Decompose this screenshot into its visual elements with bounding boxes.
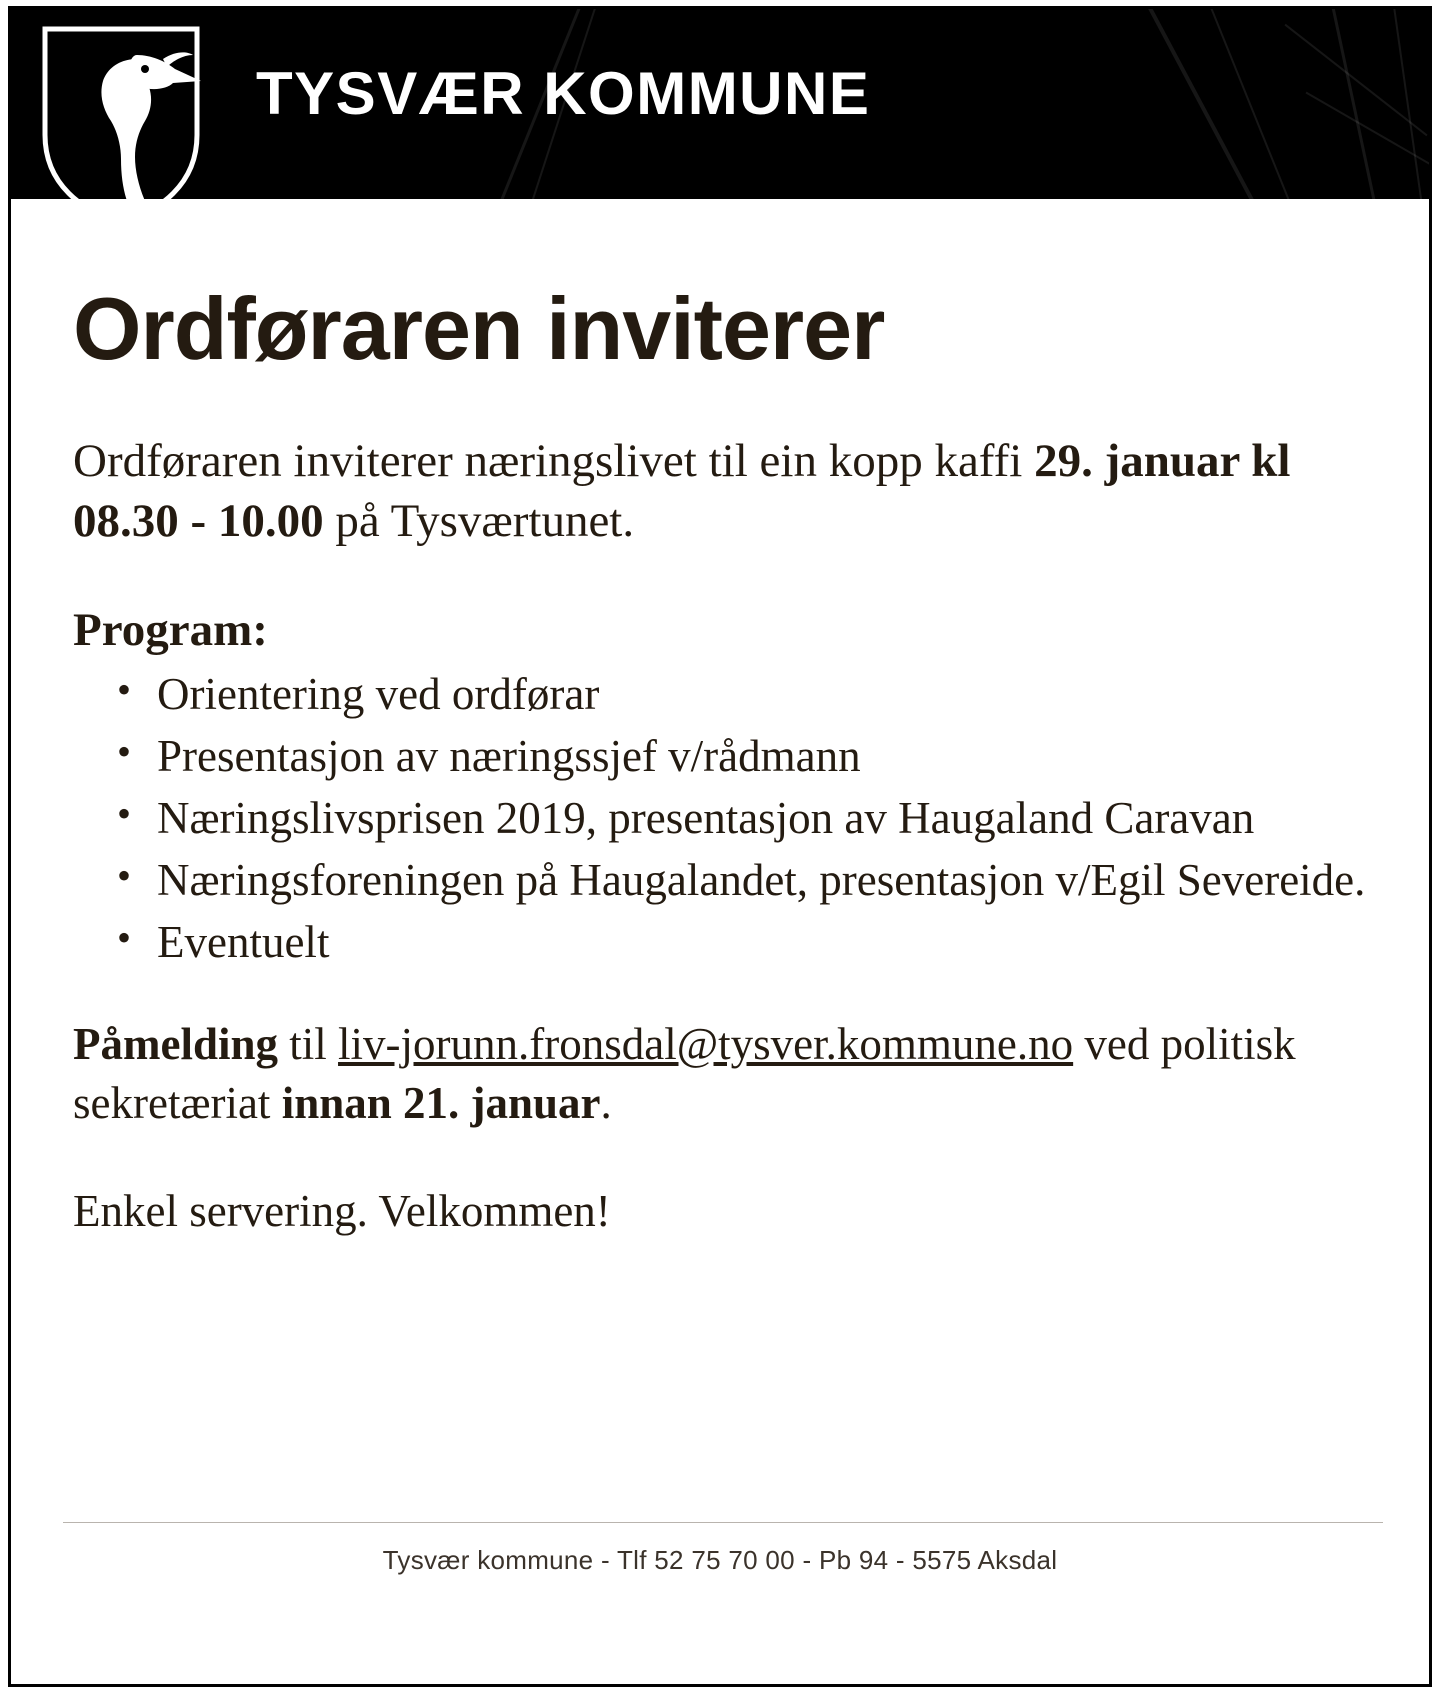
decorative-streak (1388, 9, 1426, 199)
municipality-title: TYSVÆR KOMMUNE (256, 60, 871, 127)
program-heading: Program: (73, 604, 268, 657)
intro-datetime: 29. januar kl 08.30 - 10.00 (73, 435, 1291, 548)
heron-coat-of-arms-icon (41, 25, 201, 199)
signup-tail-two: . (600, 1078, 612, 1129)
page-title: Ordføraren inviterer (73, 279, 885, 378)
poster-body (11, 199, 1429, 1286)
footer-contact: Tysvær kommune - Tlf 52 75 70 00 - Pb 94 - 5575 Aksdal (382, 1545, 1058, 1575)
program-list (73, 665, 1367, 972)
intro-text-part1: Ordføraren inviterer næringslivet til ein kopp kaffi (73, 435, 1035, 487)
list-item: • Eventuelt (107, 913, 1367, 973)
list-item: • Presentasjon av næringssjef v/rådmann (107, 727, 1367, 787)
signup-label: Påmelding (73, 1018, 279, 1069)
decorative-streak (1187, 9, 1316, 199)
intro-paragraph (73, 431, 1367, 551)
signup-paragraph (73, 1015, 1367, 1135)
list-item: • Orientering ved ordførar (107, 665, 1367, 725)
intro-text-part2: på Tysværtunet. (323, 495, 635, 548)
footer-divider (63, 1522, 1383, 1523)
signup-tail-one: ved politisk sekretæriat (73, 1018, 1296, 1129)
poster-frame (8, 6, 1432, 1687)
signup-connector: til (278, 1018, 339, 1069)
header-band (11, 9, 1429, 199)
list-item: • Næringsforeningen på Haugalandet, presentasjon v/Egil Severeide. (107, 851, 1367, 911)
list-item: • Næringslivsprisen 2019, presentasjon av Haugaland Caravan (107, 789, 1367, 849)
closing-line: Enkel servering. Velkommen! (73, 1186, 611, 1237)
contact-email-link[interactable]: liv-jorunn.fronsdal@tysver.kommune.no (338, 1018, 1074, 1069)
signup-deadline: innan 21. januar (281, 1078, 601, 1129)
